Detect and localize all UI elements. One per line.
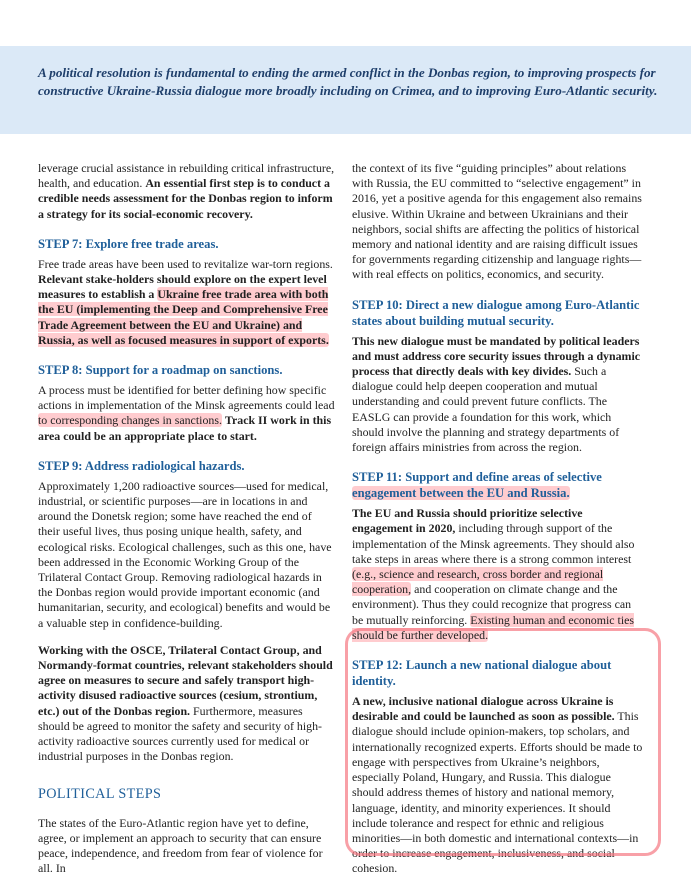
step11-text-2: and cooperation on climate change and the environment). Thus they could recognize that progress can be mutually reinforcing. (352, 582, 632, 627)
step8-paragraph (38, 383, 336, 444)
step12-text: This dialogue should include opinion-makers, top scholars, and internationally recognized experts. Efforts should be made to engage with perspectives from Ukraine’s neighbors, especially Poland, Hungary, and Russia. This dialogue should address themes of history and national memory, language, identity, and minority experiences. It should include tolerance and respect for ethnic and religious minorities—in both domestic and international contexts—in order to increase engagement, inclusiveness, and social cohesion. (352, 709, 643, 876)
step7-heading: STEP 7: Explore free trade areas. (38, 236, 219, 251)
banner-text: A political resolution is fundamental to ending the armed conflict in the Donbas region, to improving prospects for constructive Ukraine-Russia dialogue more broadly including on Crimea, and to improving Euro-Atlantic security. (38, 65, 658, 98)
intro-paragraph (38, 161, 336, 222)
step11-highlight-1: (e.g., science and research, cross border and regional cooperation, (352, 567, 604, 597)
political-paragraph: The states of the Euro-Atlantic region have yet to define, agree, or implement an approach to security that can ensure peace, independence, and freedom from fear of violence for all. In (38, 815, 323, 876)
step11-highlight-2: Existing human and economic ties should be further developed. (352, 612, 635, 642)
step9-heading: STEP 9: Address radiological hazards. (38, 458, 245, 473)
step8-heading: STEP 8: Support for a roadmap on sanctions. (38, 363, 283, 378)
step12-annotation-circle (345, 628, 661, 856)
step9-paragraph-2 (38, 643, 336, 765)
step11-bold: The EU and Russia should prioritize selective engagement in 2020, (352, 506, 583, 536)
step8-highlight: to corresponding changes in sanctions. (38, 413, 222, 428)
step9-bold: Working with the OSCE, Trilateral Contact Group, and Normandy-format countries, relevant stakeholders should agree on measures to secure and safely transport high-activity disused radioactive sources (cesium, strontium, etc.) out of the Donbas region. (38, 642, 333, 718)
step9-paragraph-1: Approximately 1,200 radioactive sources—used for medical, industrial, or scientific purposes—are in locations in and around the Donetsk region; some have reached the end of their useful lives, thus posing unique health, safety, and ecological risks. Ecological challenges, such as this one, have been addressed in the Economic Working Group of the Trilateral Contact Group. Removing radiological hazards in the Donbas region would provide important economic (and humanitarian, security, and ecological) benefits and would be a valuable step in confidence-building. (38, 478, 332, 630)
step11-heading (352, 469, 644, 501)
right-intro-paragraph: the context of its five “guiding principles” about relations with Russia, the EU committed to “selective engagement” in 2016, yet a positive agenda for this engagement also remains elusive. Within Ukraine and between Ukrainians and their neighbors, social shifts are affecting the politics of historical memory and national identity and are raising difficult issues for governments regarding citizenship and language rights—with real effects on politics, economics, and security. (352, 161, 642, 282)
step11-heading-highlight: engagement between the EU and Russia. (352, 486, 570, 501)
step11-heading-part1: STEP 11: Support and define areas of selective (352, 470, 602, 485)
step7-paragraph (38, 257, 336, 348)
step12-heading: STEP 12: Launch a new national dialogue about identity. (352, 658, 612, 689)
step9-text: Furthermore, measures should be agreed to monitor the safety and security of high-activity radioactive sources currently used for medical or industrial purposes in the Donbas region. (38, 703, 322, 764)
step10-paragraph (352, 334, 644, 456)
step11-paragraph (352, 506, 644, 643)
step8-text: A process must be identified for better defining how specific actions in implementation of the Minsk agreements could lead (38, 383, 335, 413)
left-column (38, 161, 336, 889)
intro-bold: An essential first step is to conduct a credible needs assessment for the Donbas region to inform a strategy for its social-economic recovery. (38, 176, 333, 221)
step12-bold: A new, inclusive national dialogue across Ukraine is desirable and could be launched as soon as possible. (352, 694, 615, 724)
step7-bold: Relevant stake-holders should explore on the expert level measures to establish a (38, 272, 327, 302)
intro-text: leverage crucial assistance in rebuilding critical infrastructure, health, and education. (38, 161, 335, 191)
step10-heading: STEP 10: Direct a new dialogue among Euro-Atlantic states about building mutual security. (352, 297, 640, 328)
step7-highlight: Ukraine free trade area with both the EU (implementing the Deep and Comprehensive Free Trade Agreement between the EU and Ukraine) and Russia, as well as focused measures in support of exports. (38, 287, 329, 347)
political-steps-heading: POLITICAL STEPS (38, 785, 162, 802)
step8-bold: Track II work in this area could be an appropriate place to start. (38, 413, 332, 443)
step7-text: Free trade areas have been used to revitalize war-torn regions. (38, 256, 333, 271)
step10-text: Such a dialogue could help deepen cooperation and mutual understanding and could prevent future conflicts. The EASLG can provide a foundation for this work, which should involve the planning and strategy departments of foreign affairs ministries from across the region. (352, 364, 620, 455)
step10-bold: This new dialogue must be mandated by political leaders and must address core security issues through a dynamic process that directly deals with key divides. (352, 333, 641, 379)
step11-text: including through support of the implementation of the Minsk agreements. They should also take steps in areas where there is a strong common interest (352, 521, 635, 566)
